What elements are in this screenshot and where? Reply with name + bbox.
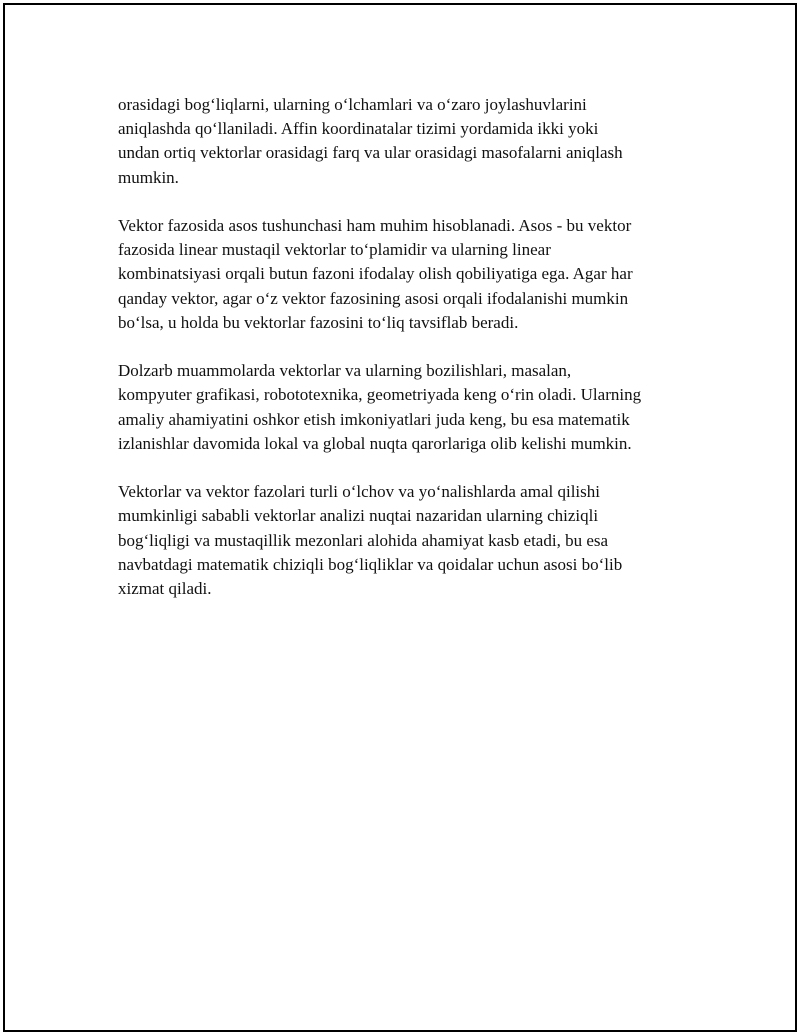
paragraph-3: Dolzarb muammolarda vektorlar va ularning bozilishlari, masalan, kompyuter grafikasi, robototexnika, geometriyada keng o‘rin oladi. Ularning amaliy ahamiyatini oshkor etish imkoniyatlari juda keng, bu esa matematik izlanishlar davomida lokal va global nuqta qarorlariga olib kelishi mumkin. xyxy=(118,361,642,453)
paragraph-1: orasidagi bog‘liqlarni, ularning o‘lchamlari va o‘zaro joylashuvlarini aniqlashda qo‘llaniladi. Affin koordinatalar tizimi yordamida ikki yoki undan ortiq vektorlar orasidagi farq va ular orasidagi masofalarni aniqlash mumkin. xyxy=(118,95,623,187)
document-body xyxy=(118,93,688,625)
paragraph-4: Vektorlar va vektor fazolari turli o‘lchov va yo‘nalishlarda amal qilishi mumkinligi sababli vektorlar analizi nuqtai nazaridan ularning chiziqli bog‘liqligi va mustaqillik mezonlari alohida ahamiyat kasb etadi, bu esa navbatdagi matematik chiziqli bog‘liqliklar va qoidalar uchun asosi bo‘lib xizmat qiladi. xyxy=(118,482,623,599)
paragraph-2: Vektor fazosida asos tushunchasi ham muhim hisoblanadi. Asos - bu vektor fazosida linear mustaqil vektorlar to‘plamidir va ularning linear kombinatsiyasi orqali butun fazoni ifodalay olish qobiliyatiga ega. Agar har qanday vektor, agar o‘z vektor fazosining asosi orqali ifodalanishi mumkin bo‘lsa, u holda bu vektorlar fazosini to‘liq tavsiflab beradi. xyxy=(118,216,633,332)
